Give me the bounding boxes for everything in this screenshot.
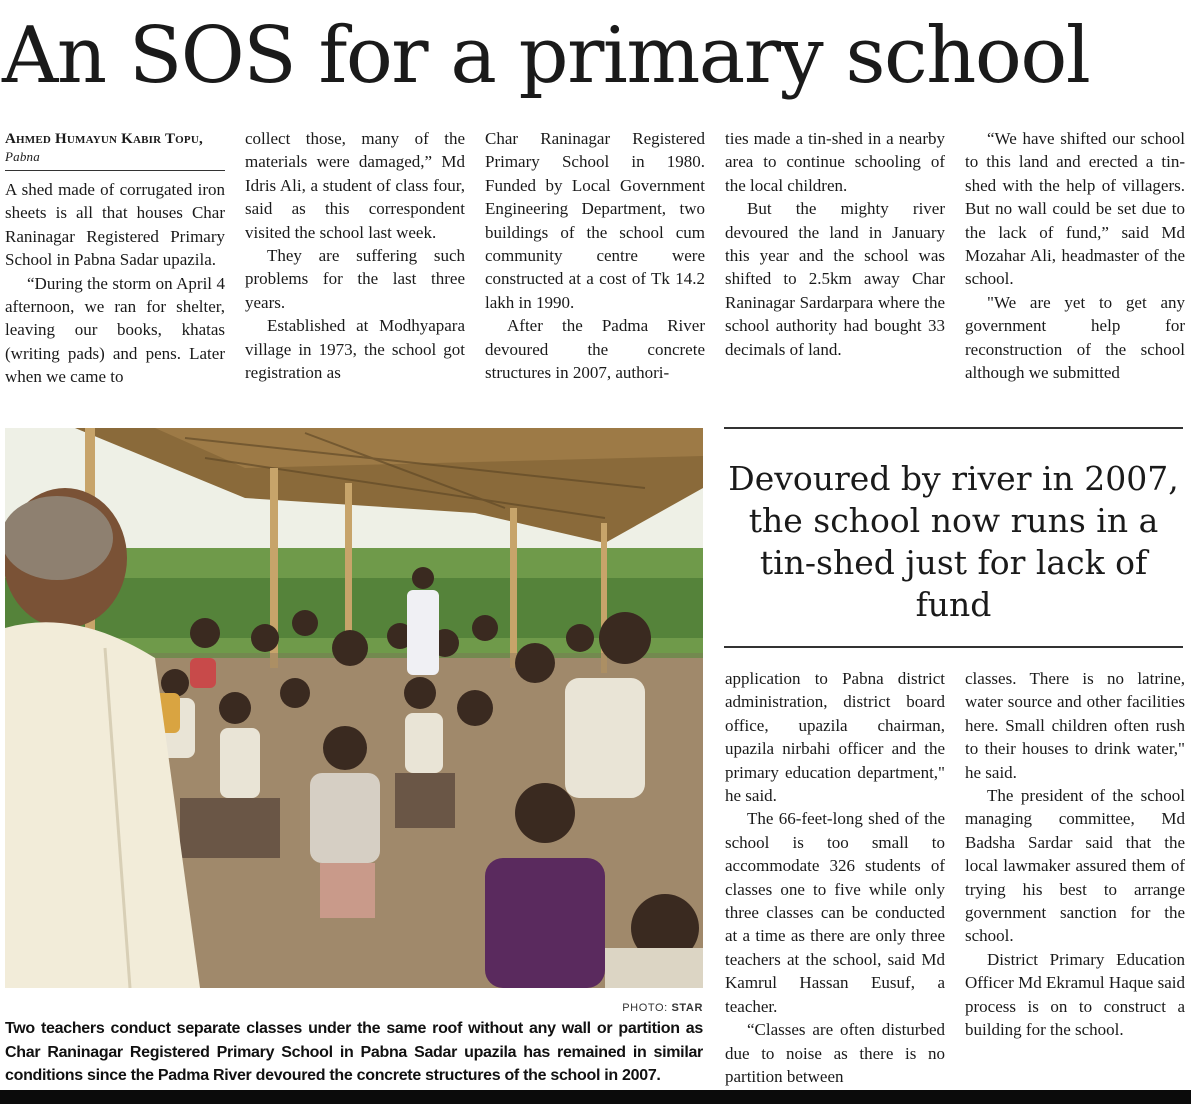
photo-caption: Two teachers conduct separate classes under the same roof without any wall or partition as Char Raninagar Registered Primary School in Pabna Sadar upazila has remained in similar conditions since the Padma River devoured the concrete structures of the school in 2007.	[5, 1020, 703, 1084]
paragraph: classes. There is no latrine, water source and other facilities here. Small children often rush to their houses to drink water," he said.	[965, 669, 1185, 782]
photo-students	[115, 567, 703, 988]
pullquote-top-rule	[724, 427, 1183, 429]
paragraph: Char Raninagar Registered Primary School in 1980. Funded by Local Government Engineering Department, two buildings of the school cum community centre were constructed at a cost of Tk 14.2 lakh in 1990.	[485, 129, 705, 312]
paragraph: The 66-feet-long shed of the school is too small to accommodate 326 students of classes one to five while only three classes can be conducted at a time as there are only three teachers at the school, said Md Kamrul Hassan Eusuf, a teacher.	[725, 809, 945, 1016]
photo-credit-source: STAR	[671, 1002, 703, 1014]
article-column-5-bottom	[965, 667, 1185, 1089]
article-column-5-top	[965, 127, 1185, 413]
photo-credit	[5, 1002, 703, 1014]
article-column-4-bottom	[725, 667, 945, 1089]
article-column-2	[245, 127, 465, 413]
byline-location: Pabna	[5, 149, 40, 164]
article-column-4-top	[725, 127, 945, 413]
pull-quote: Devoured by river in 2007, the school now runs in a tin-shed just for lack of fund	[728, 459, 1179, 624]
headline: An SOS for a primary school	[2, 11, 1090, 101]
paragraph: District Primary Education Officer Md Ekramul Haque said process is on to construct a building for the school.	[965, 949, 1185, 1040]
article-column-1	[5, 130, 225, 413]
paragraph: After the Padma River devoured the concrete structures in 2007, authori-	[485, 316, 705, 383]
paragraph: "We are yet to get any government help for reconstruction of the school although we submitted	[965, 292, 1185, 383]
paragraph: “During the storm on April 4 afternoon, we ran for shelter, leaving our books, khatas (writing pads) and pens. Later when we came to	[5, 273, 225, 387]
paragraph: collect those, many of the materials were damaged,” Md Idris Ali, a student of class four, said as this correspondent visited the school last week.	[245, 129, 465, 242]
paragraph: The president of the school managing committee, Md Badsha Sardar said that the local lawmaker assured them of trying his best to arrange government sanction for the school.	[965, 786, 1185, 946]
paragraph: They are suffering such problems for the last three years.	[245, 246, 465, 312]
paragraph: ties made a tin-shed in a nearby area to continue schooling of the local children.	[725, 129, 945, 195]
paragraph: application to Pabna district administration, district board office, upazila chairman, upazila nirbahi officer and the primary education department," he said.	[725, 669, 945, 806]
byline-author: Ahmed Humayun Kabir Topu,	[5, 131, 203, 147]
article-photo	[5, 428, 703, 988]
bottom-bar	[0, 1090, 1191, 1104]
photo-credit-label: PHOTO:	[622, 1002, 668, 1014]
pullquote-bottom-rule	[724, 646, 1183, 648]
paragraph: “Classes are often disturbed due to noise as there is no partition between	[725, 1020, 945, 1086]
paragraph: Established at Modhyapara village in 1973, the school got registration as	[245, 316, 465, 383]
article-column-3	[485, 127, 705, 413]
paragraph: “We have shifted our school to this land and erected a tin-shed with the help of villagers. But no wall could be set due to the lack of fund,” said Md Mozahar Ali, headmaster of the school.	[965, 129, 1185, 289]
paragraph: But the mighty river devoured the land in January this year and the school was shifted to 2.5km away Char Raninagar Sardarpara where the school authority had bought 33 decimals of land.	[725, 199, 945, 359]
paragraph: A shed made of corrugated iron sheets is all that houses Char Raninagar Registered Primary School in Pabna Sadar upazila.	[5, 180, 225, 270]
byline	[5, 130, 225, 171]
